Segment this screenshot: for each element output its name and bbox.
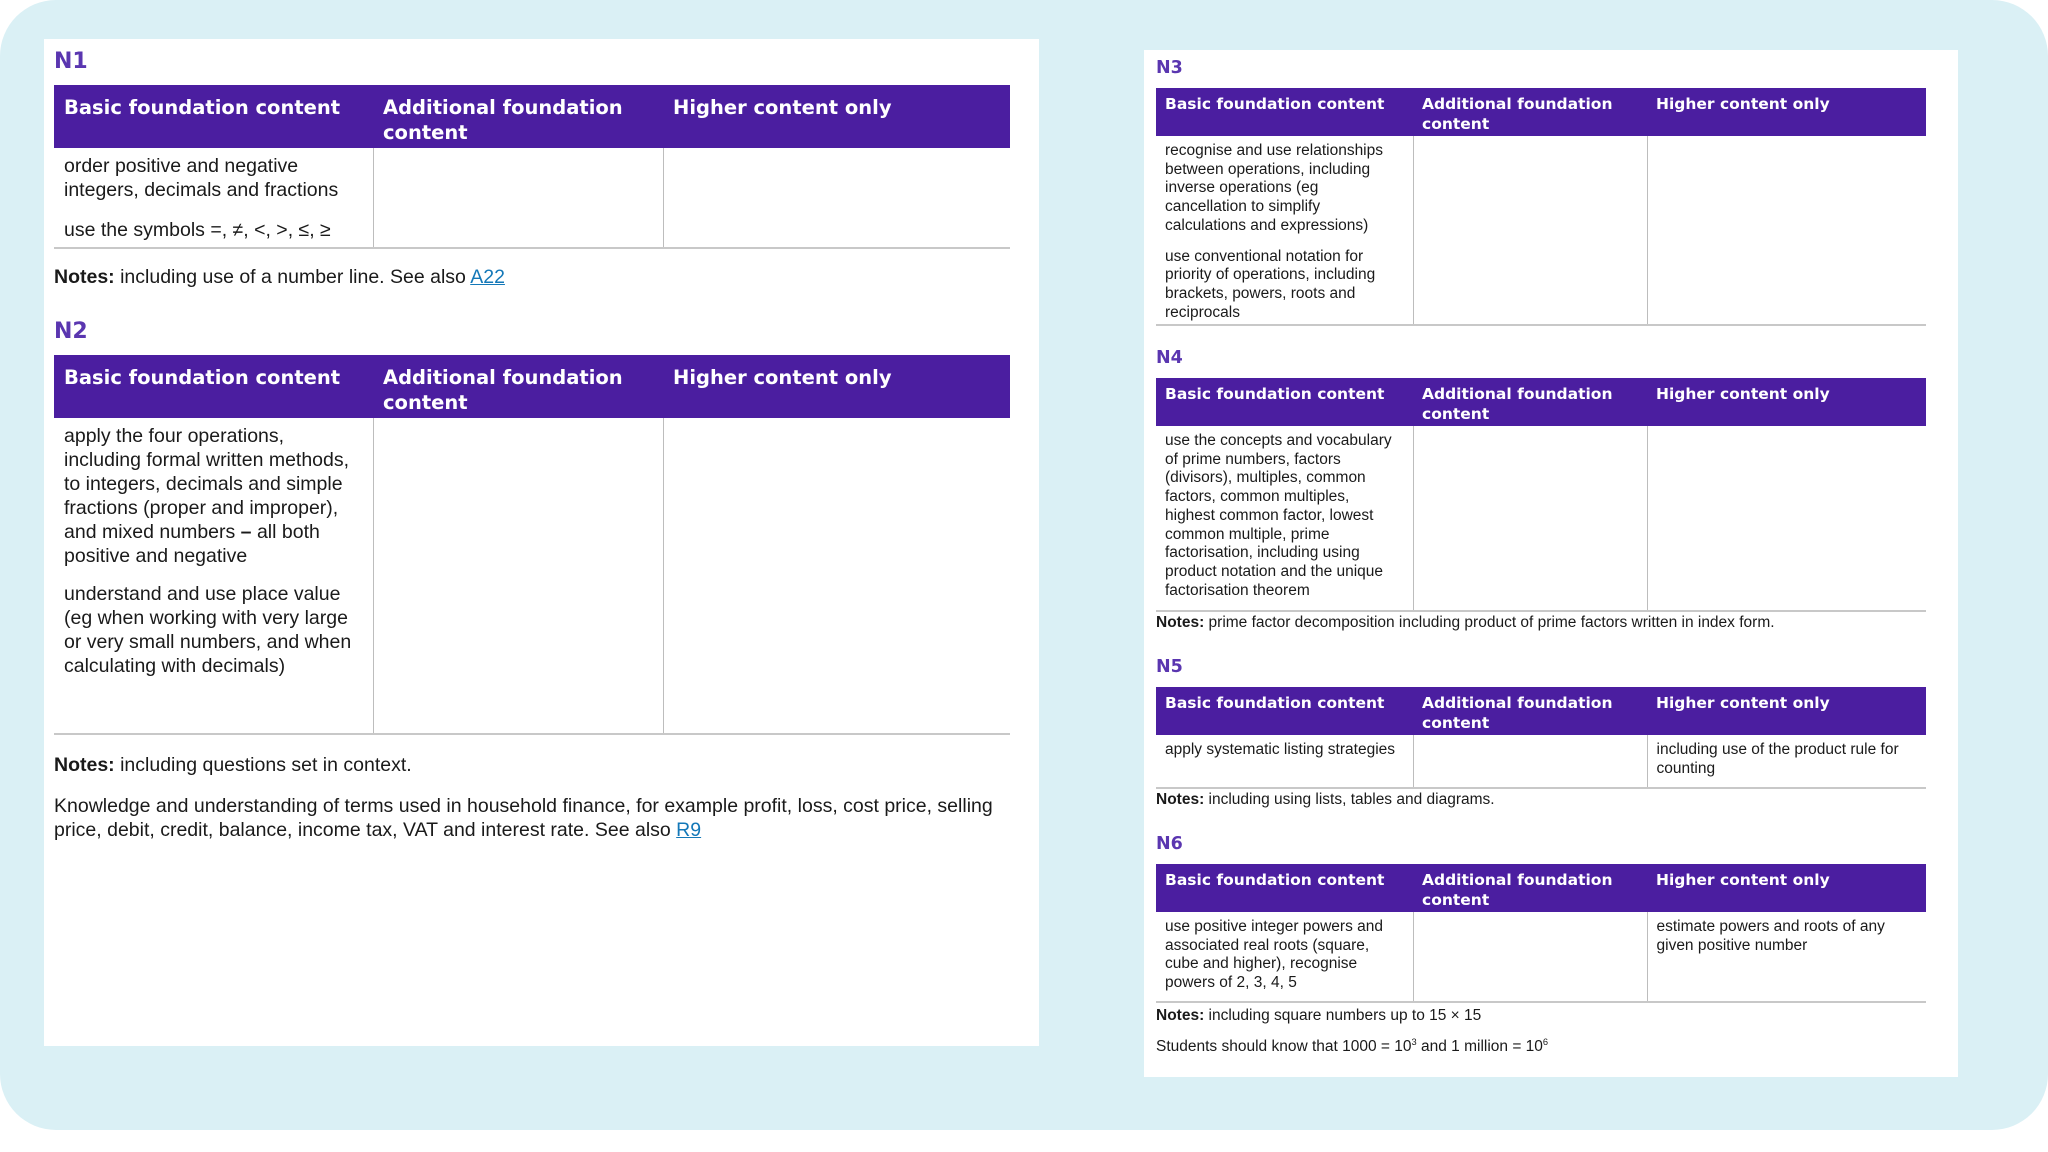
statement-text: and 1 million = 10 — [1416, 1038, 1543, 1055]
table-row — [1156, 426, 1926, 611]
right-page — [1144, 50, 1958, 1077]
section-title-n5: N5 — [1156, 657, 1183, 677]
header-additional: Additional foundation content — [1413, 88, 1647, 136]
notes-text: including questions set in context. — [114, 754, 412, 776]
notes-n5 — [1156, 790, 1946, 810]
left-page — [44, 39, 1039, 1046]
content-item: order positive and negative integers, decimals and fractions — [64, 155, 339, 201]
notes-n6 — [1156, 1006, 1946, 1026]
header-basic: Basic foundation content — [54, 355, 373, 418]
section-title-n4: N4 — [1156, 348, 1183, 368]
section-title-n3: N3 — [1156, 58, 1183, 78]
cell-higher — [663, 148, 1010, 248]
cell-basic — [54, 148, 373, 248]
section-title-n2: N2 — [54, 319, 88, 344]
table-n5 — [1156, 687, 1926, 789]
header-additional: Additional foundation content — [1413, 378, 1647, 426]
table-n3 — [1156, 88, 1926, 326]
table-n4 — [1156, 378, 1926, 612]
link-r9[interactable]: R9 — [676, 819, 702, 841]
notes-text: including using lists, tables and diagrams. — [1204, 791, 1495, 808]
cell-additional — [1413, 426, 1647, 611]
cell-basic: use positive integer powers and associated real roots (square, cube and higher), recognise powers of 2, 3, 4, 5 — [1156, 912, 1413, 1002]
table-header-row — [1156, 378, 1926, 426]
cell-additional — [373, 418, 663, 734]
header-additional: Additional foundation content — [373, 85, 663, 148]
cell-additional — [1413, 735, 1647, 788]
table-header-row — [1156, 687, 1926, 735]
notes-n2 — [54, 753, 1024, 777]
header-basic: Basic foundation content — [54, 85, 373, 148]
cell-basic — [1156, 136, 1413, 325]
header-higher: Higher content only — [663, 355, 1010, 418]
table-row — [1156, 136, 1926, 325]
cell-basic: apply systematic listing strategies — [1156, 735, 1413, 788]
notes-text: prime factor decomposition including product of prime factors written in index form. — [1204, 614, 1775, 631]
table-row — [1156, 912, 1926, 1002]
table-row — [54, 418, 1010, 734]
table-header-row — [54, 355, 1010, 418]
content-item: recognise and use relationships between operations, including inverse operations (eg cancellation to simplify calculations and expressions) — [1165, 142, 1383, 234]
header-higher: Higher content only — [1647, 378, 1926, 426]
cell-higher: estimate powers and roots of any given positive number — [1656, 918, 1885, 954]
cell-higher — [1647, 426, 1926, 611]
cell-basic — [1156, 426, 1413, 611]
header-higher: Higher content only — [1647, 687, 1926, 735]
notes-label: Notes: — [54, 266, 115, 288]
header-higher: Higher content only — [663, 85, 1010, 148]
table-header-row — [54, 85, 1010, 148]
table-n2 — [54, 355, 1010, 735]
table-row — [1156, 735, 1926, 788]
table-n6 — [1156, 864, 1926, 1003]
cell-basic — [54, 418, 373, 734]
notes-label: Notes: — [1156, 1007, 1205, 1024]
knowledge-text: Knowledge and understanding of terms used in household finance, for example profit, loss, cost price, selling price, debit, credit, balance, income tax, VAT and interest rate. See also — [54, 795, 993, 841]
dash: – — [240, 521, 252, 543]
exponent: 3 — [1411, 1036, 1417, 1047]
section-title-n6: N6 — [1156, 834, 1183, 854]
notes-n4 — [1156, 613, 1946, 633]
exponent: 6 — [1542, 1036, 1549, 1047]
notes-label: Notes: — [54, 754, 115, 776]
content-item: use the symbols =, ≠, <, >, ≤, ≥ — [64, 219, 331, 241]
knowledge-paragraph — [54, 794, 1024, 842]
cell-additional — [1413, 136, 1647, 325]
table-row — [54, 148, 1010, 248]
table-n1 — [54, 85, 1010, 249]
notes-label: Notes: — [1156, 791, 1205, 808]
cell-higher: including use of the product rule for counting — [1656, 741, 1899, 777]
content-text: all both positive and negative — [64, 521, 320, 567]
header-higher: Higher content only — [1647, 864, 1926, 912]
content-item: use the concepts and vocabulary of prime numbers, factors (divisors), multiples, common factors, common multiples, highest common factor, lowest common multiple, prime factorisation, including using product notation and the unique factorisation theorem — [1165, 432, 1392, 599]
notes-label: Notes: — [1156, 614, 1205, 631]
statement-text: Students should know that 1000 = 10 — [1156, 1038, 1412, 1055]
header-additional: Additional foundation content — [1413, 864, 1647, 912]
cell-higher — [1647, 136, 1926, 325]
table-header-row — [1156, 864, 1926, 912]
header-additional: Additional foundation content — [373, 355, 663, 418]
notes-text: including square numbers up to 15 × 15 — [1204, 1007, 1482, 1024]
notes-n1 — [54, 265, 1024, 289]
header-basic: Basic foundation content — [1156, 88, 1413, 136]
students-statement — [1156, 1037, 1946, 1057]
content-item: understand and use place value (eg when working with very large or very small numbers, and when calculating with decimals) — [64, 583, 352, 677]
cell-higher — [663, 418, 1010, 734]
table-header-row — [1156, 88, 1926, 136]
header-basic: Basic foundation content — [1156, 378, 1413, 426]
cell-additional — [373, 148, 663, 248]
cell-additional — [1413, 912, 1647, 1002]
content-item: use conventional notation for priority of operations, including brackets, powers, roots and reciprocals — [1165, 247, 1376, 321]
notes-text: including use of a number line. See also — [114, 266, 471, 288]
content-item — [64, 424, 363, 568]
section-title-n1: N1 — [54, 49, 88, 74]
header-additional: Additional foundation content — [1413, 687, 1647, 735]
header-basic: Basic foundation content — [1156, 864, 1413, 912]
header-basic: Basic foundation content — [1156, 687, 1413, 735]
content-text: apply the four operations, including formal written methods, to integers, decimals and simple fractions (proper and improper), and mixed numbers — [64, 425, 350, 543]
link-a22[interactable]: A22 — [470, 266, 505, 288]
header-higher: Higher content only — [1647, 88, 1926, 136]
